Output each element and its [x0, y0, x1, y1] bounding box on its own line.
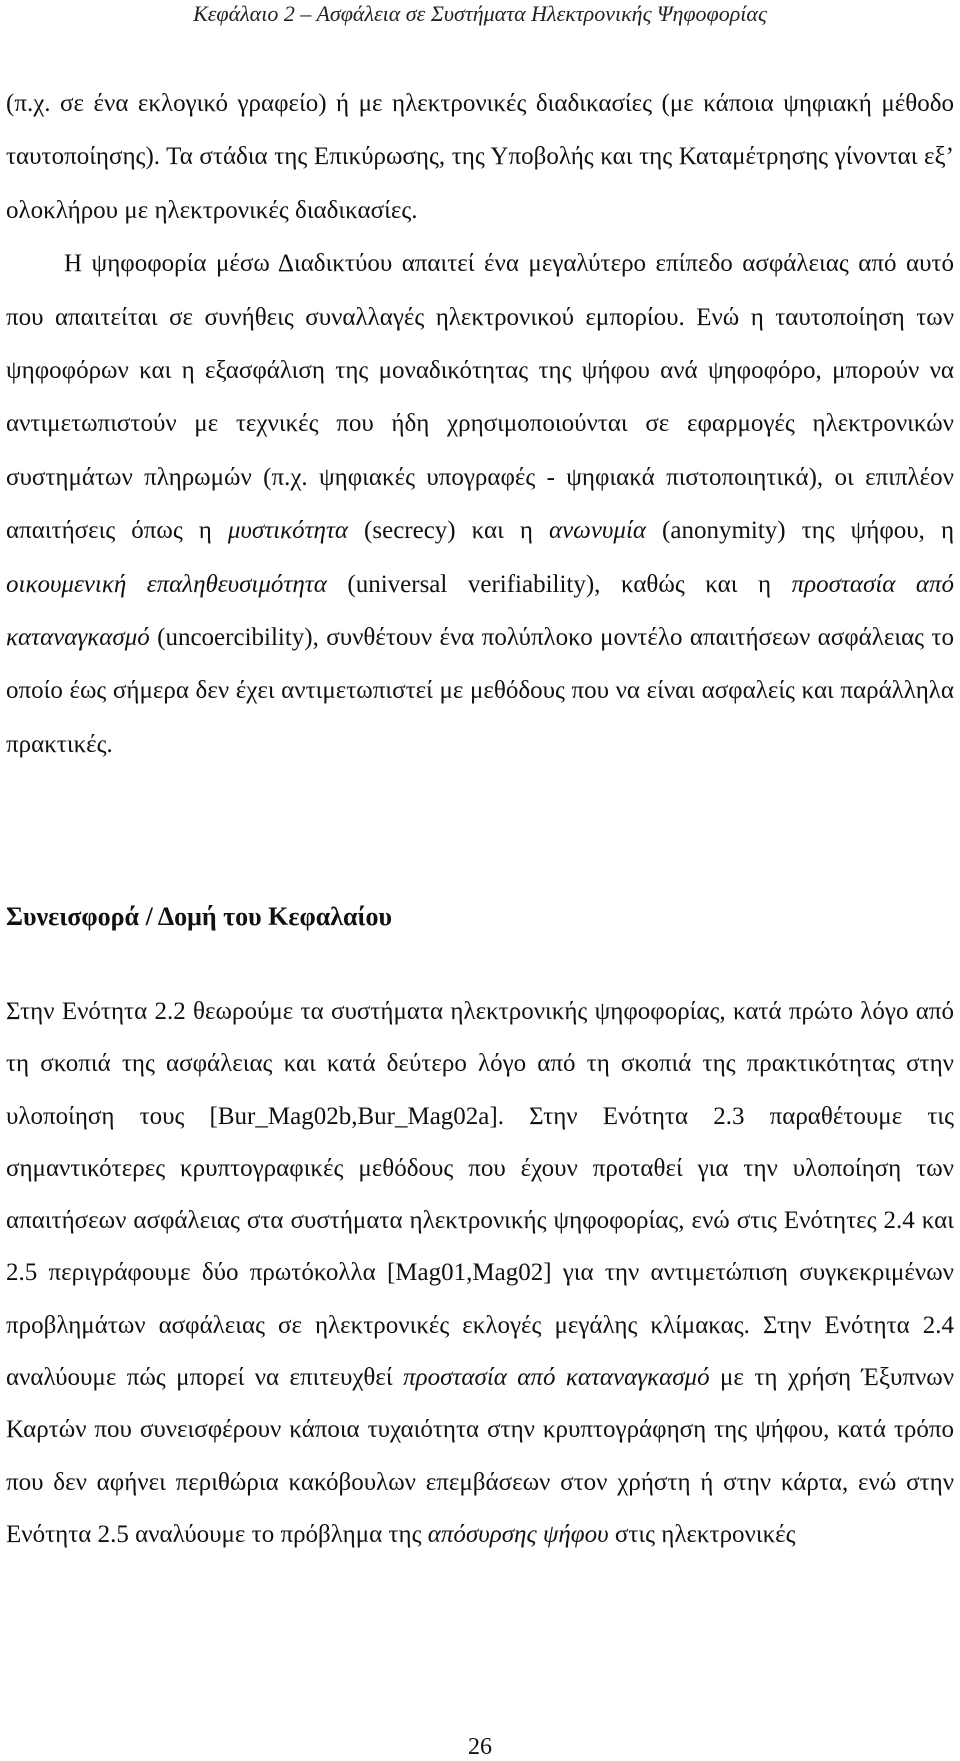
paragraph-1-sentence-2: Η ψηφοφορία μέσω Διαδικτύου απαιτεί ένα μεγαλύτερο επίπεδο ασφάλειας από αυτό που απαιτείται σε συνήθεις συναλλαγές ηλεκτρονικού εμπορίου. Ενώ η ταυτοποίηση των ψηφοφόρων και η εξασφάλιση της μοναδικότητας της ψήφου ανά ψηφοφόρο, μπορούν να αντιμετωπιστούν με τεχνικές που ήδη χρησιμοποιούνται σε εφαρμογές ηλεκτρονικών συστημάτων πληρωμών (π.χ. ψηφιακές υπογραφές - ψηφιακά πιστοποιητικά), οι επιπλέον απαιτήσεις όπως η [6, 250, 954, 545]
term-anonymity: ανωνυμία [548, 517, 647, 545]
paragraph-2-text-3: στις ηλεκτρονικές [614, 1520, 796, 1548]
term-secrecy: μυστικότητα [227, 517, 349, 545]
page-number: 26 [468, 1734, 492, 1760]
paragraph-1-text-secrecy: (secrecy) και η [364, 517, 533, 545]
term-receipt-freeness: απόσυρσης ψήφου [427, 1520, 609, 1548]
running-header: Κεφάλαιο 2 – Ασφάλεια σε Συστήματα Ηλεκτρονικής Ψηφοφορίας [193, 1, 767, 26]
section-heading: Συνεισφορά / Δομή του Κεφαλαίου [6, 902, 393, 931]
term-universal-verifiability: οικουμενική επαληθευσιμότητα [6, 570, 327, 598]
term-uncoercibility-2: προστασία από καταναγκασμό [403, 1364, 710, 1392]
paragraph-1-text-anonymity: (anonymity) της ψήφου, η [662, 517, 955, 545]
paragraph-1-text-end: (uncoercibility), συνθέτουν ένα πολύπλοκο μοντέλο απαιτήσεων ασφάλειας το οποίο έως σήμερα δεν έχει αντιμετωπιστεί με μεθόδους που να είναι ασφαλείς και παράλληλα πρακτικές. [6, 624, 954, 758]
term-uncoercibility: προστασία από καταναγκασμό [6, 570, 955, 652]
paragraph-1-text-verifiability: (universal verifiability), καθώς και η [347, 570, 772, 598]
paragraph-2-text-2: με τη χρήση Έξυπνων Καρτών που συνεισφέρουν κάποια τυχαιότητα στην κρυπτογράφηση της ψήφου, κατά τρόπο που δεν αφήνει περιθώρια κακόβουλων επεμβάσεων στον χρήστη ή στην κάρτα, ενώ στην Ενότητα 2.5 αναλύουμε το πρόβλημα της [6, 1364, 955, 1548]
paragraph-1-sentence-1: (π.χ. σε ένα εκλογικό γραφείο) ή με ηλεκτρονικές διαδικασίες (με κάποια ψηφιακή μέθοδο ταυτοποίησης). Τα στάδια της Επικύρωσης, της Υποβολής και της Καταμέτρησης γίνονται εξ’ ολοκλήρου με ηλεκτρονικές διαδικασίες. [6, 90, 954, 224]
body-paragraph-2 [6, 986, 954, 1561]
paragraph-2-text-1: Στην Ενότητα 2.2 θεωρούμε τα συστήματα ηλεκτρονικής ψηφοφορίας, κατά πρώτο λόγο από τη σκοπιά της ασφάλειας και κατά δεύτερο λόγο από τη σκοπιά της πρακτικότητας στην υλοποίηση τους [Bur_Mag02b,Bur_Mag02a]. Στην Ενότητα 2.3 παραθέτουμε τις σημαντικότερες κρυπτογραφικές μεθόδους που έχουν προταθεί για την υλοποίηση των απαιτήσεων ασφάλειας στα συστήματα ηλεκτρονικής ψηφοφορίας, ενώ στις Ενότητες 2.4 και 2.5 περιγράφουμε δύο πρωτόκολλα [Mag01,Mag02] για την αντιμετώπιση συγκεκριμένων προβλημάτων ασφάλειας σε ηλεκτρονικές εκλογές μεγάλης κλίμακας. Στην Ενότητα 2.4 αναλύουμε πώς μπορεί να επιτευχθεί [6, 998, 954, 1392]
body-paragraph-1 [6, 77, 954, 771]
